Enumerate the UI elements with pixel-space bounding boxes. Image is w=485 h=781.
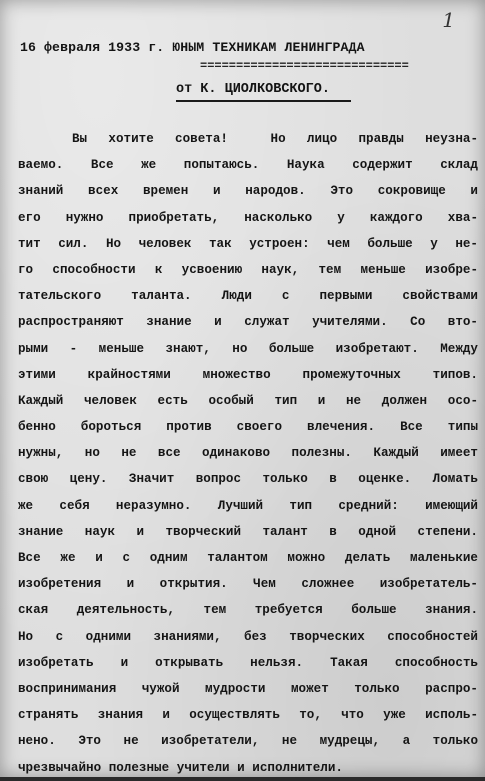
letter-sender: от К. ЦИОЛКОВСКОГО. xyxy=(176,82,330,97)
body-line: Все же и с одним талантом можно делать маленькие xyxy=(18,551,478,565)
letter-date: 16 февраля 1933 г. xyxy=(20,40,165,55)
body-line: этими крайностями множество промежуточных типов. xyxy=(18,367,478,382)
body-line: знаний всех времен и народов. Это сокровище и xyxy=(18,184,478,199)
body-line: свою цену. Значит вопрос только в оценке. Ломать xyxy=(18,472,478,487)
body-line: изобретать и открывать нельзя. Такая способность xyxy=(18,655,478,670)
typed-strikeout-mark: ============================= xyxy=(200,59,409,73)
body-line: нено. Это не изобретатели, не мудрецы, а только xyxy=(18,734,478,749)
body-line: бенно бороться против своего влечения. Все типы xyxy=(18,420,478,435)
letter-header xyxy=(20,40,365,55)
body-line: же себя неразумно. Лучший тип средний: имеющий xyxy=(18,498,478,513)
body-line: нужны, но не все одинаково полезны. Каждый имеет xyxy=(18,446,478,461)
body-line: тательского таланта. Люди с первыми свойствами xyxy=(18,289,478,304)
body-line: воспринимания чужой мудрости может только распро- xyxy=(18,681,478,696)
body-line: тит сил. Но человек так устроен: чем больше у не- xyxy=(18,236,478,251)
body-line: ваемо. Все же попытаюсь. Наука содержит склад xyxy=(18,158,478,173)
body-line: ская деятельность, тем требуется больше знания. xyxy=(18,603,478,618)
body-line: чрезвычайно полезные учители и исполнители. xyxy=(18,760,343,775)
body-line: Вы хотите совета! Но лицо правды неузна- xyxy=(72,132,478,146)
letter-addressee: ЮНЫМ ТЕХНИКАМ ЛЕНИНГРАДА xyxy=(172,40,365,55)
body-line: странять знания и осуществлять то, что уже исполь- xyxy=(18,708,478,723)
body-line: го способности к усвоению наук, тем меньше изобре- xyxy=(18,262,478,277)
body-line: изобретения и открытия. Чем сложнее изобретатель- xyxy=(18,577,478,592)
body-line: рыми - меньше знают, но больше изобретают. Между xyxy=(18,341,478,356)
body-line: Но с одними знаниями, без творческих способностей xyxy=(18,629,478,644)
body-line: его нужно приобретать, насколько у каждого хва- xyxy=(18,210,478,225)
body-line: распространяют знание и служат учителями. Со вто- xyxy=(18,315,478,330)
sender-underline xyxy=(176,100,351,102)
body-line: Каждый человек есть особый тип и не должен осо- xyxy=(18,393,478,408)
body-line: знание наук и творческий талант в одной степени. xyxy=(18,524,478,539)
letter-body xyxy=(18,126,478,781)
page-number: 1 xyxy=(442,8,455,32)
